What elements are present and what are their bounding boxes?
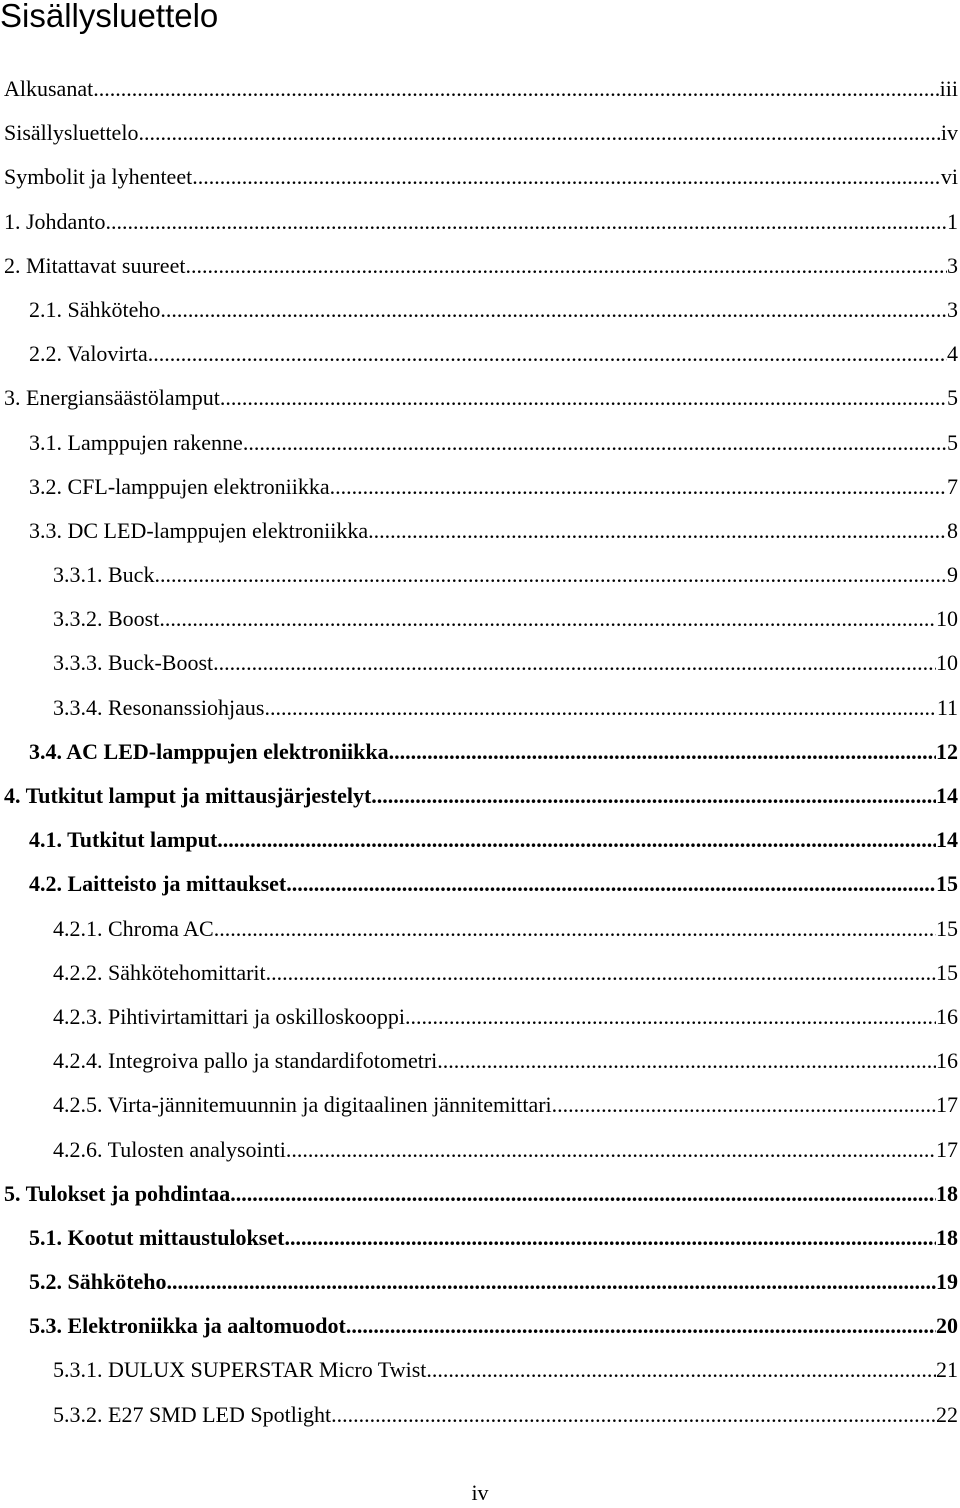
toc-entry[interactable] [0,1216,960,1260]
toc-entry-page-number: 3 [947,296,958,322]
toc-entry-page-number: 14 [936,827,958,853]
toc-entry-page-number: 1 [947,208,958,234]
toc-entry-page-number: iii [939,76,958,101]
toc-entry-label: Alkusanat [4,76,94,101]
toc-entry[interactable] [0,332,960,376]
toc-entry-page-number: 17 [936,1092,958,1118]
dot-leader [148,332,947,376]
dot-leader [286,1128,936,1172]
toc-entry-page-number: 10 [936,650,958,676]
toc-entry-page-number: 19 [936,1269,958,1295]
toc-entry-label: 5.3.2. E27 SMD LED Spotlight [53,1401,332,1427]
toc-entry-page-number: 16 [936,1003,958,1029]
toc-entry[interactable] [0,155,960,199]
dot-leader [105,200,947,244]
toc-entry[interactable] [0,111,960,155]
toc-entry-label: 4.2.6. Tulosten analysointi [53,1136,286,1162]
dot-leader [192,155,941,199]
toc-entry-label: 3.3.1. Buck [53,562,155,588]
toc-entry-label: 4.2.5. Virta-jännitemuunnin ja digitaalinen jännitemittari [53,1092,552,1118]
toc-entry-label: 4.2. Laitteisto ja mittaukset [29,871,287,897]
page-number: iv [471,1480,489,1505]
toc-entry[interactable] [0,862,960,906]
dot-leader [284,1216,936,1260]
toc-entry-page-number: 20 [936,1313,958,1339]
toc-entry[interactable] [0,1304,960,1348]
toc-entry[interactable] [0,553,960,597]
toc-entry-label: 3.1. Lamppujen rakenne [29,429,243,455]
table-of-contents [0,67,960,1437]
dot-leader [346,1304,936,1348]
toc-entry[interactable] [0,995,960,1039]
toc-entry-page-number: 8 [947,517,958,543]
toc-entry-label: 4. Tutkitut lamput ja mittausjärjestelyt [4,783,372,808]
dot-leader [93,67,939,111]
dot-leader [220,376,947,420]
dot-leader [214,907,936,951]
toc-entry-page-number: 7 [947,473,958,499]
toc-entry[interactable] [0,597,960,641]
toc-entry-page-number: 18 [936,1224,958,1250]
toc-entry[interactable] [0,1172,960,1216]
toc-entry-label: 4.2.4. Integroiva pallo ja standardifotometri [53,1048,438,1074]
toc-entry[interactable] [0,376,960,420]
toc-entry-page-number: 9 [947,562,958,588]
toc-entry[interactable] [0,509,960,553]
toc-entry-label: 5.3.1. DULUX SUPERSTAR Micro Twist [53,1357,427,1383]
toc-entry-label: Symbolit ja lyhenteet [4,164,193,190]
dot-leader [368,509,947,553]
dot-leader [552,1083,936,1127]
toc-entry[interactable] [0,67,960,111]
toc-entry-label: 3.3.4. Resonanssiohjaus [53,694,265,720]
toc-entry[interactable] [0,1260,960,1304]
toc-entry[interactable] [0,1348,960,1392]
toc-entry-label: 3.2. CFL-lamppujen elektroniikka [29,473,330,499]
toc-entry[interactable] [0,244,960,288]
dot-leader [185,244,947,288]
toc-entry[interactable] [0,774,960,818]
dot-leader [331,1393,936,1437]
toc-entry-page-number: 15 [936,915,958,941]
toc-entry-label: 2.2. Valovirta [29,341,148,367]
dot-leader [426,1348,936,1392]
dot-leader [154,553,947,597]
toc-entry[interactable] [0,730,960,774]
toc-entry-label: Sisällysluettelo [4,120,139,146]
toc-entry[interactable] [0,951,960,995]
dot-leader [264,686,936,730]
toc-entry-page-number: 5 [947,429,958,455]
dot-leader [330,465,947,509]
toc-entry-page-number: 16 [936,1048,958,1074]
toc-entry-page-number: iv [940,120,958,146]
toc-entry[interactable] [0,907,960,951]
toc-entry-label: 5.2. Sähköteho [29,1269,167,1295]
dot-leader [405,995,936,1039]
dot-leader [213,641,936,685]
toc-entry-label: 3. Energiansäästölamput [4,385,220,411]
dot-leader [266,951,936,995]
toc-entry-label: 5.1. Kootut mittaustulokset [29,1224,285,1250]
toc-entry-page-number: 15 [936,959,958,985]
toc-entry[interactable] [0,1083,960,1127]
toc-entry-label: 5. Tulokset ja pohdintaa [4,1180,231,1206]
dot-leader [437,1039,936,1083]
toc-entry-label: 4.1. Tutkitut lamput [29,827,218,853]
toc-entry-label: 2. Mitattavat suureet [4,252,186,278]
toc-entry-label: 3.3.3. Buck-Boost [53,650,214,676]
toc-entry[interactable] [0,1039,960,1083]
toc-entry-page-number: 15 [936,871,958,897]
toc-entry-label: 1. Johdanto [4,208,106,234]
toc-entry[interactable] [0,818,960,862]
dot-leader [243,421,947,465]
dot-leader [286,862,936,906]
toc-entry[interactable] [0,288,960,332]
toc-entry-page-number: 18 [936,1180,958,1206]
toc-entry-label: 4.2.3. Pihtivirtamittari ja oskilloskooppi [53,1003,405,1029]
toc-entry-page-number: 22 [936,1401,958,1427]
toc-entry-label: 5.3. Elektroniikka ja aaltomuodot [29,1313,346,1339]
toc-entry-page-number: 4 [947,341,958,367]
toc-entry[interactable] [0,1128,960,1172]
toc-entry[interactable] [0,200,960,244]
dot-leader [159,597,936,641]
toc-entry-page-number: 14 [936,783,958,808]
toc-entry[interactable] [0,421,960,465]
toc-entry-label: 2.1. Sähköteho [29,296,161,322]
dot-leader [160,288,947,332]
dot-leader [167,1260,936,1304]
toc-entry-label: 3.3.2. Boost [53,606,160,632]
toc-entry-page-number: 3 [947,252,958,278]
toc-entry-page-number: 17 [936,1136,958,1162]
page-title: Sisällysluettelo [0,0,219,34]
dot-leader [371,774,936,818]
dot-leader [389,730,936,774]
toc-entry-label: 3.3. DC LED-lamppujen elektroniikka [29,517,369,543]
toc-entry[interactable] [0,686,960,730]
toc-entry-label: 4.2.1. Chroma AC [53,915,214,941]
toc-entry-label: 4.2.2. Sähkötehomittarit [53,959,266,985]
toc-entry-page-number: 5 [947,385,958,411]
toc-entry-page-number: 10 [936,606,958,632]
toc-entry-page-number: 21 [936,1357,958,1383]
toc-entry-label: 3.4. AC LED-lamppujen elektroniikka [29,738,389,764]
toc-entry[interactable] [0,465,960,509]
dot-leader [230,1172,936,1216]
toc-entry[interactable] [0,1393,960,1437]
dot-leader [138,111,940,155]
toc-entry[interactable] [0,641,960,685]
toc-entry-page-number: 12 [936,738,958,764]
toc-entry-page-number: vi [940,164,958,190]
toc-entry-page-number: 11 [936,694,958,720]
dot-leader [217,818,936,862]
